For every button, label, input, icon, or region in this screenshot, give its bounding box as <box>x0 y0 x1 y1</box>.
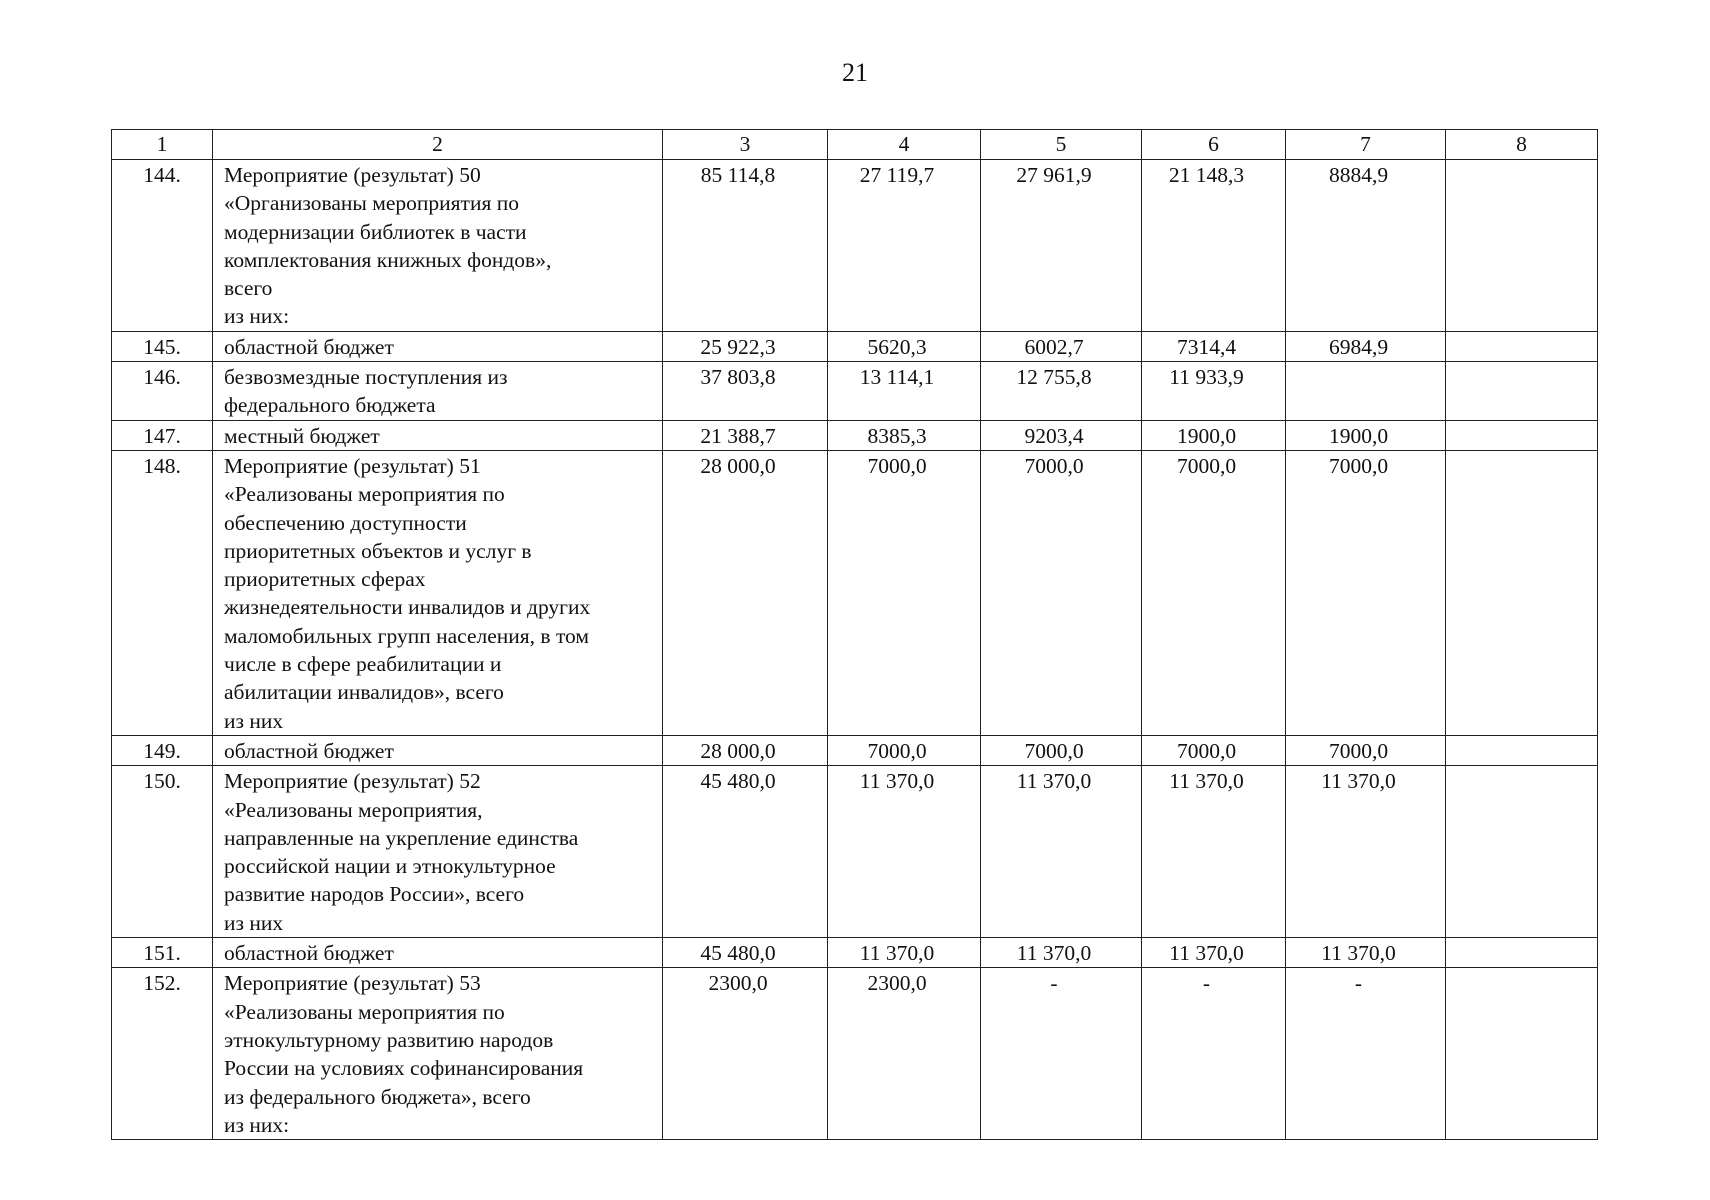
value-cell-col-8 <box>1446 968 1598 1140</box>
description-line: местный бюджет <box>224 423 380 448</box>
value-cell-col-5: 11 370,0 <box>981 766 1142 938</box>
description-cell <box>213 938 663 968</box>
description-line: «Реализованы мероприятия по <box>224 482 505 507</box>
value-cell-col-7: 1900,0 <box>1286 420 1446 450</box>
column-index-cell: 8 <box>1446 130 1598 160</box>
description-line: областной бюджет <box>224 334 394 359</box>
column-index-row <box>112 130 1598 160</box>
description-cell <box>213 362 663 421</box>
description-line: направленные на укрепление единства <box>224 825 579 850</box>
row-number-cell: 152. <box>112 968 213 1140</box>
description-line: безвозмездные поступления из <box>224 365 508 390</box>
description-line: областной бюджет <box>224 738 394 763</box>
value-cell-col-5: 7000,0 <box>981 450 1142 735</box>
value-cell-col-8 <box>1446 735 1598 765</box>
value-cell-col-5: 12 755,8 <box>981 362 1142 421</box>
description-line: «Реализованы мероприятия по <box>224 999 505 1024</box>
table-row <box>112 362 1598 421</box>
value-cell-col-5: 9203,4 <box>981 420 1142 450</box>
description-line: областной бюджет <box>224 941 394 966</box>
table-row <box>112 331 1598 361</box>
column-index-cell: 4 <box>828 130 981 160</box>
value-cell-col-8 <box>1446 938 1598 968</box>
table-row <box>112 160 1598 332</box>
description-line: из них: <box>224 1112 290 1137</box>
value-cell-col-5: 27 961,9 <box>981 160 1142 332</box>
table-row <box>112 450 1598 735</box>
column-index-cell: 2 <box>213 130 663 160</box>
description-cell <box>213 160 663 332</box>
row-number-cell: 151. <box>112 938 213 968</box>
value-cell-col-3: 45 480,0 <box>663 766 828 938</box>
value-cell-col-3: 45 480,0 <box>663 938 828 968</box>
table-row <box>112 420 1598 450</box>
value-cell-col-6: 11 933,9 <box>1142 362 1286 421</box>
description-line: России на условиях софинансирования <box>224 1056 584 1081</box>
row-number-cell: 146. <box>112 362 213 421</box>
row-number-cell: 147. <box>112 420 213 450</box>
column-index-cell: 1 <box>112 130 213 160</box>
table-row <box>112 735 1598 765</box>
value-cell-col-6: 7314,4 <box>1142 331 1286 361</box>
value-cell-col-6: - <box>1142 968 1286 1140</box>
value-cell-col-7: 7000,0 <box>1286 735 1446 765</box>
value-cell-col-3: 37 803,8 <box>663 362 828 421</box>
value-cell-col-4: 13 114,1 <box>828 362 981 421</box>
value-cell-col-6: 1900,0 <box>1142 420 1286 450</box>
value-cell-col-6: 7000,0 <box>1142 450 1286 735</box>
row-number-cell: 149. <box>112 735 213 765</box>
row-number-cell: 148. <box>112 450 213 735</box>
table-row <box>112 766 1598 938</box>
value-cell-col-3: 25 922,3 <box>663 331 828 361</box>
value-cell-col-3: 85 114,8 <box>663 160 828 332</box>
table-row <box>112 968 1598 1140</box>
value-cell-col-4: 2300,0 <box>828 968 981 1140</box>
value-cell-col-4: 11 370,0 <box>828 766 981 938</box>
description-cell <box>213 968 663 1140</box>
description-line: обеспечению доступности <box>224 510 467 535</box>
value-cell-col-4: 5620,3 <box>828 331 981 361</box>
description-line: «Реализованы мероприятия, <box>224 797 483 822</box>
description-line: из них <box>224 910 284 935</box>
description-line: маломобильных групп населения, в том <box>224 623 589 648</box>
value-cell-col-7: 11 370,0 <box>1286 938 1446 968</box>
table-body <box>112 130 1598 1140</box>
description-line: приоритетных объектов и услуг в <box>224 538 532 563</box>
description-line: модернизации библиотек в части <box>224 219 527 244</box>
description-line: всего <box>224 276 273 301</box>
value-cell-col-8 <box>1446 160 1598 332</box>
description-line: комплектования книжных фондов», <box>224 247 552 272</box>
description-cell <box>213 331 663 361</box>
description-cell <box>213 735 663 765</box>
value-cell-col-5: 11 370,0 <box>981 938 1142 968</box>
description-line: абилитации инвалидов», всего <box>224 680 504 705</box>
description-line: Мероприятие (результат) 51 <box>224 453 481 478</box>
description-line: из них: <box>224 304 290 329</box>
value-cell-col-6: 11 370,0 <box>1142 938 1286 968</box>
value-cell-col-6: 7000,0 <box>1142 735 1286 765</box>
description-line: жизнедеятельности инвалидов и других <box>224 595 591 620</box>
value-cell-col-3: 21 388,7 <box>663 420 828 450</box>
value-cell-col-7: - <box>1286 968 1446 1140</box>
value-cell-col-6: 21 148,3 <box>1142 160 1286 332</box>
description-line: развитие народов России», всего <box>224 882 525 907</box>
value-cell-col-3: 2300,0 <box>663 968 828 1140</box>
value-cell-col-4: 7000,0 <box>828 450 981 735</box>
value-cell-col-8 <box>1446 766 1598 938</box>
description-line: этнокультурному развитию народов <box>224 1027 554 1052</box>
value-cell-col-4: 7000,0 <box>828 735 981 765</box>
column-index-cell: 5 <box>981 130 1142 160</box>
description-line: Мероприятие (результат) 53 <box>224 971 481 996</box>
page-number: 21 <box>842 58 868 87</box>
value-cell-col-3: 28 000,0 <box>663 735 828 765</box>
value-cell-col-7: 11 370,0 <box>1286 766 1446 938</box>
value-cell-col-5: - <box>981 968 1142 1140</box>
value-cell-col-7: 8884,9 <box>1286 160 1446 332</box>
value-cell-col-8 <box>1446 331 1598 361</box>
description-cell <box>213 420 663 450</box>
column-index-cell: 7 <box>1286 130 1446 160</box>
value-cell-col-7: 6984,9 <box>1286 331 1446 361</box>
value-cell-col-5: 7000,0 <box>981 735 1142 765</box>
value-cell-col-5: 6002,7 <box>981 331 1142 361</box>
description-line: «Организованы мероприятия по <box>224 191 519 216</box>
description-line: числе в сфере реабилитации и <box>224 652 502 677</box>
description-line: из них <box>224 708 284 733</box>
column-index-cell: 6 <box>1142 130 1286 160</box>
column-index-cell: 3 <box>663 130 828 160</box>
value-cell-col-7: 7000,0 <box>1286 450 1446 735</box>
budget-table <box>111 129 1598 1140</box>
description-cell <box>213 766 663 938</box>
value-cell-col-4: 8385,3 <box>828 420 981 450</box>
row-number-cell: 144. <box>112 160 213 332</box>
description-line: из федерального бюджета», всего <box>224 1084 531 1109</box>
description-line: Мероприятие (результат) 50 <box>224 163 481 187</box>
value-cell-col-3: 28 000,0 <box>663 450 828 735</box>
value-cell-col-7 <box>1286 362 1446 421</box>
description-cell <box>213 450 663 735</box>
value-cell-col-4: 27 119,7 <box>828 160 981 332</box>
description-line: приоритетных сферах <box>224 567 426 592</box>
description-line: федерального бюджета <box>224 393 436 418</box>
row-number-cell: 150. <box>112 766 213 938</box>
value-cell-col-8 <box>1446 450 1598 735</box>
row-number-cell: 145. <box>112 331 213 361</box>
value-cell-col-8 <box>1446 362 1598 421</box>
description-line: российской нации и этнокультурное <box>224 854 556 879</box>
value-cell-col-6: 11 370,0 <box>1142 766 1286 938</box>
value-cell-col-4: 11 370,0 <box>828 938 981 968</box>
table-row <box>112 938 1598 968</box>
value-cell-col-8 <box>1446 420 1598 450</box>
description-line: Мероприятие (результат) 52 <box>224 769 481 794</box>
